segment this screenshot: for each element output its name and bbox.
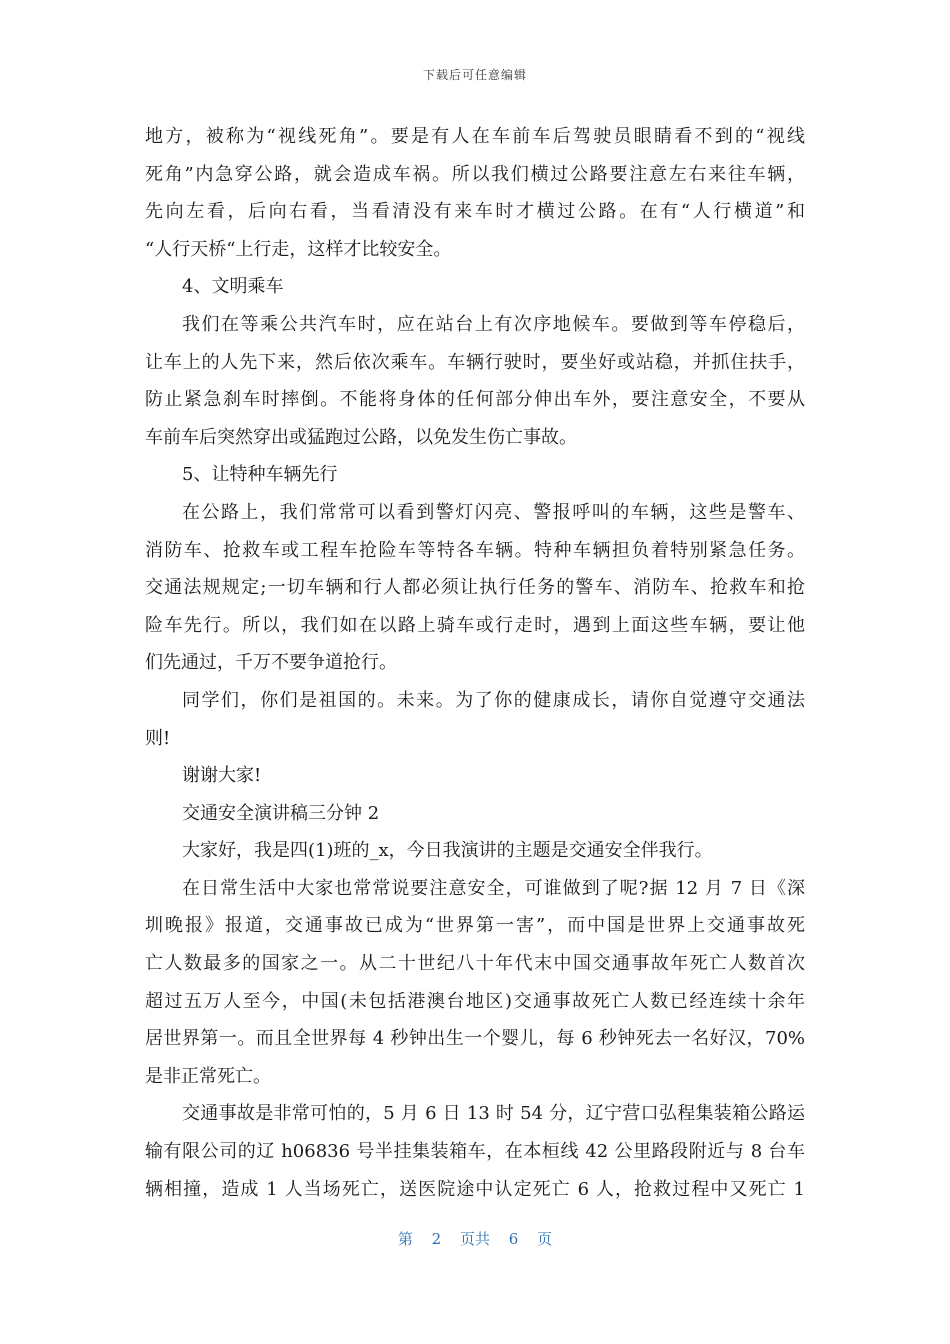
text-line: 防止紧急刹车时摔倒。不能将身体的任何部分伸出车外，要注意安全，不要从 xyxy=(145,389,805,411)
page-header: 下载后可任意编辑 xyxy=(422,68,527,82)
text-line: 们先通过，千万不要争道抢行。 xyxy=(145,652,397,674)
section-heading: 4、文明乘车 xyxy=(182,276,284,298)
text-line: 消防车、抢救车或工程车抢险车等特各车辆。特种车辆担负着特别紧急任务。 xyxy=(145,539,805,561)
text-line: 大家好，我是四(1)班的_x，今日我演讲的主题是交通安全伴我行。 xyxy=(182,840,713,862)
page-footer: 第 2 页共 6 页 xyxy=(397,1230,553,1248)
text-line: 车前车后突然穿出或猛跑过公路，以免发生伤亡事故。 xyxy=(145,426,577,448)
text-line: 圳晚报》报道，交通事故已成为“世界第一害”，而中国是世界上交通事故死 xyxy=(145,915,805,937)
text-line: 同学们，你们是祖国的。未来。为了你的健康成长，请你自觉遵守交通法 xyxy=(182,689,805,711)
document-body xyxy=(145,118,805,1208)
text-line: 死角”内急穿公路，就会造成车祸。所以我们横过公路要注意左右来往车辆， xyxy=(145,163,805,185)
text-line: 地方，被称为“视线死角”。要是有人在车前车后驾驶员眼睛看不到的“视线 xyxy=(145,126,805,147)
text-line: 交通事故是非常可怕的，5 月 6 日 13 时 54 分，辽宁营口弘程集装箱公路运 xyxy=(182,1103,805,1125)
text-line: 让车上的人先下来，然后依次乘车。车辆行驶时，要坐好或站稳，并抓住扶手， xyxy=(145,351,805,373)
text-line: 则! xyxy=(145,727,171,749)
speech-title: 交通安全演讲稿三分钟 2 xyxy=(182,802,380,824)
text-line: 亡人数最多的国家之一。从二十世纪八十年代末中国交通事故年死亡人数首次 xyxy=(145,953,805,975)
text-line: 输有限公司的辽 h06836 号半挂集装箱车，在本桓线 42 公里路段附近与 8 台车 xyxy=(145,1141,805,1163)
text-line: 险车先行。所以，我们如在以路上骑车或行走时，遇到上面这些车辆，要让他 xyxy=(145,614,805,636)
text-line: 我们在等乘公共汽车时，应在站台上有次序地候车。要做到等车停稳后， xyxy=(182,313,805,335)
section-heading: 5、让特种车辆先行 xyxy=(182,464,338,486)
text-line: 居世界第一。而且全世界每 4 秒钟出生一个婴儿，每 6 秒钟死去一名好汉，70% xyxy=(145,1028,805,1050)
text-line: 在公路上，我们常常可以看到警灯闪亮、警报呼叫的车辆，这些是警车、 xyxy=(182,501,805,523)
text-line: 超过五万人至今，中国(未包括港澳台地区)交通事故死亡人数已经连续十余年 xyxy=(145,990,805,1012)
text-line: 先向左看，后向右看，当看清没有来车时才横过公路。在有“人行横道”和 xyxy=(145,201,805,223)
text-line: 是非正常死亡。 xyxy=(145,1065,271,1087)
closing-line: 谢谢大家! xyxy=(182,765,262,787)
text-line: 辆相撞，造成 1 人当场死亡，送医院途中认定死亡 6 人，抢救过程中又死亡 1 xyxy=(145,1178,805,1200)
text-line: “人行天桥“上行走，这样才比较安全。 xyxy=(145,238,452,260)
text-line: 在日常生活中大家也常常说要注意安全，可谁做到了呢?据 12 月 7 日《深 xyxy=(182,877,805,899)
text-line: 交通法规规定;一切车辆和行人都必须让执行任务的警车、消防车、抢救车和抢 xyxy=(145,577,805,599)
